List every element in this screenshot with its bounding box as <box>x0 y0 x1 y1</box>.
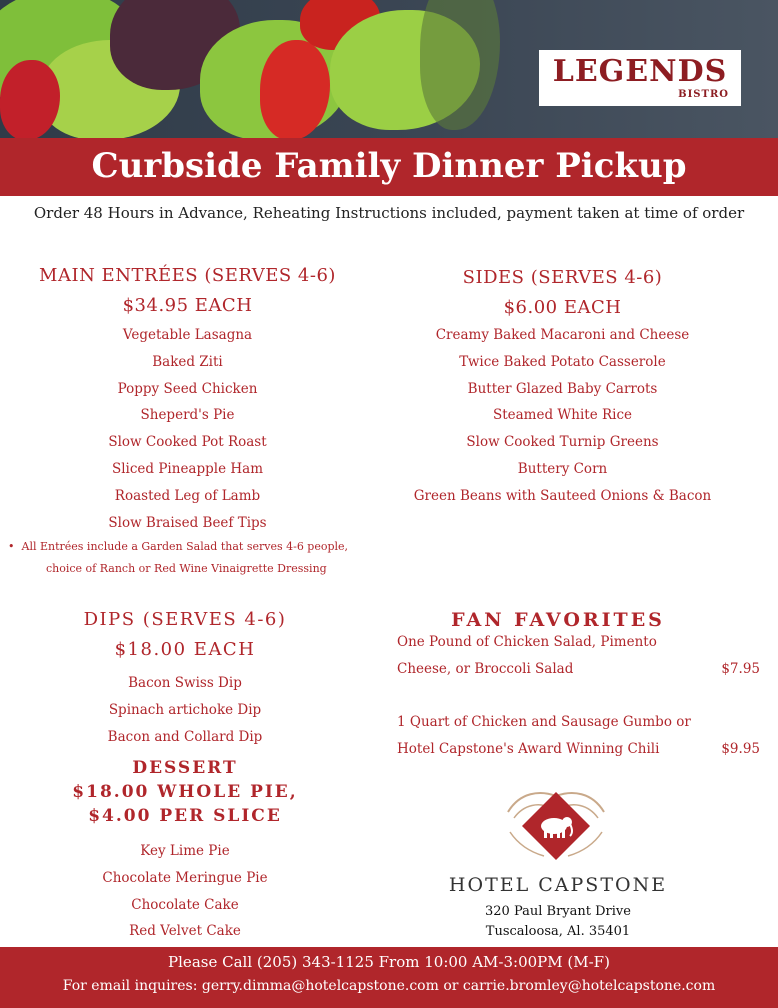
bullet-icon: • <box>8 540 15 553</box>
list-item: Slow Cooked Turnip Greens <box>466 434 659 451</box>
sides-heading: SIDES (SERVES 4-6) <box>462 267 663 288</box>
list-item: Vegetable Lasagna <box>122 327 253 343</box>
hotel-address-line2: Tuscaloosa, Al. 35401 <box>485 924 631 939</box>
mains-list <box>20 322 355 536</box>
list-item: Steamed White Rice <box>492 407 633 424</box>
sides-price: $6.00 EACH <box>503 297 622 318</box>
mains-note-line2: choice of Ranch or Red Wine Vinaigrette Dressing <box>46 562 327 575</box>
fan-item2-line2: Hotel Capstone's Award Winning Chili <box>397 741 660 757</box>
fan-item1-price: $7.95 <box>721 661 760 677</box>
fan-item1-line1: One Pound of Chicken Salad, Pimento <box>397 634 657 650</box>
list-item: Bacon Swiss Dip <box>128 675 242 691</box>
list-item: Green Beans with Sauteed Onions & Bacon <box>413 487 712 504</box>
footer-phone: Please Call (205) 343-1125 From 10:00 AM-3:00PM (M-F) <box>168 953 610 971</box>
legends-logo-text: LEGENDS <box>552 54 728 89</box>
mains-note-line1: All Entrées include a Garden Salad that serves 4-6 people, <box>21 540 349 553</box>
mains-price: $34.95 EACH <box>122 295 253 316</box>
list-item: Sheperd's Pie <box>140 407 235 424</box>
mains-note <box>8 536 378 580</box>
dessert-section <box>30 756 340 945</box>
list-item: Slow Cooked Pot Roast <box>108 434 267 451</box>
sides-section <box>390 264 735 510</box>
list-item: Roasted Leg of Lamb <box>114 487 261 504</box>
dessert-price-line2: $4.00 PER SLICE <box>88 806 282 826</box>
fan-item2-line1: 1 Quart of Chicken and Sausage Gumbo or <box>397 714 691 730</box>
list-item: Sliced Pineapple Ham <box>111 460 263 477</box>
mains-heading: MAIN ENTRÉES (SERVES 4-6) <box>39 265 336 286</box>
page-title: Curbside Family Dinner Pickup <box>91 146 687 186</box>
list-item: Creamy Baked Macaroni and Cheese <box>435 327 690 343</box>
list-item: Buttery Corn <box>517 460 608 477</box>
list-item: Poppy Seed Chicken <box>117 380 258 397</box>
list-item: Twice Baked Potato Casserole <box>459 353 666 370</box>
dips-heading: DIPS (SERVES 4-6) <box>83 609 287 630</box>
hotel-capstone-logo <box>500 782 612 866</box>
dips-section <box>30 606 340 750</box>
dips-price: $18.00 EACH <box>114 639 256 660</box>
list-item: Bacon and Collard Dip <box>107 728 263 745</box>
list-item: Red Velvet Cake <box>129 923 241 940</box>
dessert-price-line1: $18.00 WHOLE PIE, <box>72 782 298 802</box>
dessert-heading: DESSERT <box>132 758 238 778</box>
footer-email: For email inquires: gerry.dimma@hotelcapstone.com or carrie.bromley@hotelcapstone.com <box>62 978 716 994</box>
list-item: Baked Ziti <box>152 353 223 370</box>
list-item: Key Lime Pie <box>140 843 230 859</box>
sides-list <box>390 322 735 510</box>
elephant-diamond-icon <box>500 782 612 866</box>
hotel-name: HOTEL CAPSTONE <box>448 874 668 896</box>
list-item: Spinach artichoke Dip <box>108 701 262 718</box>
list-item: Slow Braised Beef Tips <box>108 514 267 531</box>
page-subtitle: Order 48 Hours in Advance, Reheating Instructions included, payment taken at time of order <box>33 204 745 222</box>
fan-favorites-heading: FAN FAVORITES <box>451 609 665 631</box>
mains-section <box>20 262 355 536</box>
list-item: Chocolate Cake <box>131 896 239 913</box>
legends-logo-subtitle: BISTRO <box>678 89 729 100</box>
list-item: Chocolate Meringue Pie <box>102 869 268 886</box>
hotel-address-line1: 320 Paul Bryant Drive <box>485 904 631 919</box>
fan-item1-line2: Cheese, or Broccoli Salad <box>397 661 574 677</box>
list-item: Butter Glazed Baby Carrots <box>467 380 658 397</box>
fan-item2-price: $9.95 <box>721 741 760 757</box>
